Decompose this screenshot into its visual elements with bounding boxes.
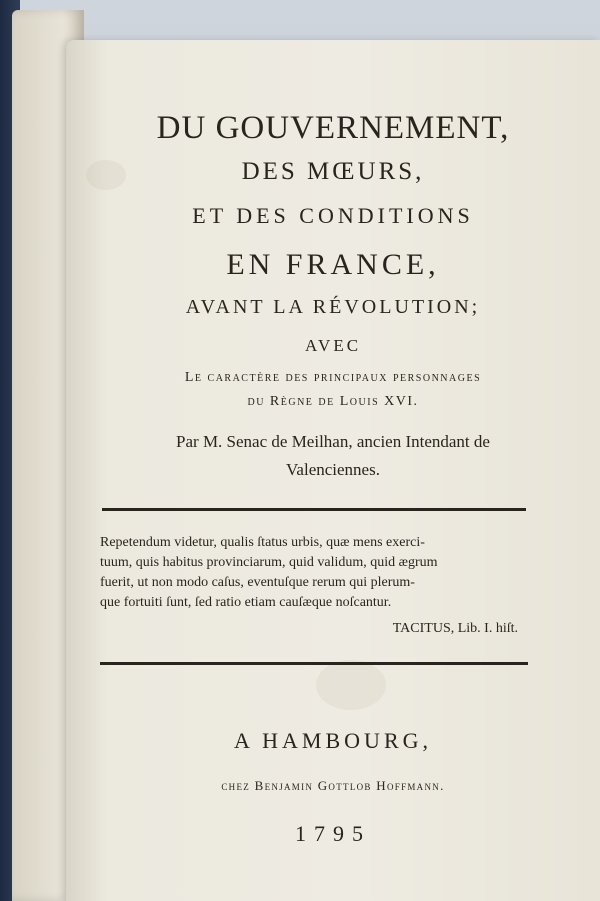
imprint-year: 1795 <box>295 821 371 846</box>
title-line-3: ET DES CONDITIONS <box>192 203 474 228</box>
epigraph-line-4: que fortuiti ſunt, ſed ratio etiam cauſæque noſcantur. <box>100 595 392 610</box>
foxing-spot <box>316 660 386 710</box>
epigraph-line-1: Repetendum videtur, qualis ſtatus urbis, quæ mens exerci- <box>100 535 425 550</box>
title-line-4: EN FRANCE, <box>226 248 440 281</box>
title-line-5: AVANT LA RÉVOLUTION; <box>185 296 481 318</box>
author-line-2: Valenciennes. <box>286 460 380 479</box>
author-line-1: Par M. Senac de Meilhan, ancien Intendant de <box>176 432 490 451</box>
epigraph-attribution: TACITUS, Lib. I. hiſt. <box>392 621 518 636</box>
top-rule <box>102 508 526 511</box>
subtitle-line-2: du Règne de Louis XVI. <box>247 394 419 409</box>
title-page <box>66 40 600 901</box>
epigraph-line-3: fuerit, ut non modo caſus, eventuſque rerum qui plerum- <box>100 575 415 590</box>
title-line-1: DU GOUVERNEMENT, <box>156 110 510 146</box>
imprint-publisher: chez Benjamin Gottlob Hoffmann. <box>221 778 445 793</box>
epigraph-line-2: tuum, quis habitus provinciarum, quid validum, quid ægrum <box>100 555 438 570</box>
subtitle-line-1: Le caractère des principaux personnages <box>184 370 482 385</box>
title-line-2: DES MŒURS, <box>241 158 425 185</box>
imprint-place: A HAMBOURG, <box>233 728 433 753</box>
title-line-6: AVEC <box>304 336 362 355</box>
bottom-rule <box>100 662 528 665</box>
